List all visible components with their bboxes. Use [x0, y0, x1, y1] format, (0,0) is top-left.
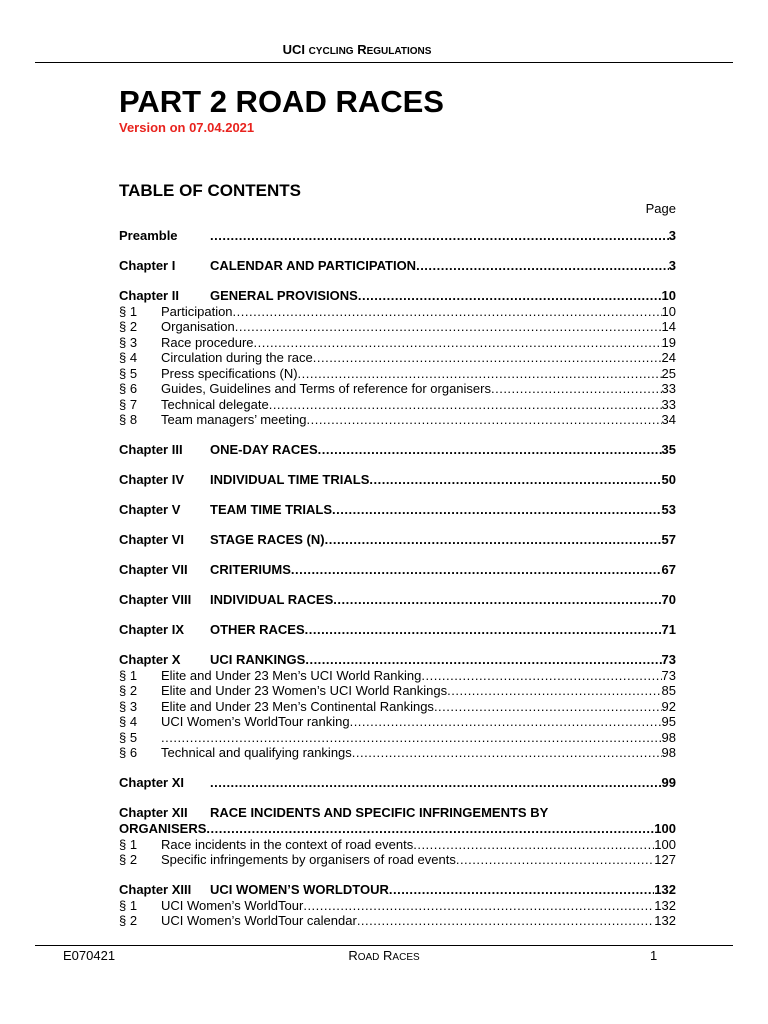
toc-chapter-row[interactable] — [119, 442, 676, 458]
footer-sc-2: ACES — [392, 952, 420, 963]
toc-entry-page: 57 — [661, 532, 676, 547]
toc-entry-page: 19 — [661, 334, 676, 350]
toc-entry-number: Chapter IX — [119, 622, 185, 637]
toc-dot-leader — [233, 304, 662, 320]
toc-section-row[interactable] — [119, 913, 676, 929]
toc-dot-leader — [206, 821, 654, 837]
toc-entry-title: UCI RANKINGS — [210, 652, 306, 667]
toc-entry-number: § 5 — [119, 729, 138, 745]
toc-chapter-row[interactable] — [119, 652, 676, 668]
toc-entry-number: Chapter II — [119, 288, 179, 303]
toc-entry-number: § 2 — [119, 683, 138, 698]
toc-dot-leader — [358, 288, 662, 304]
header-uci: UCI — [282, 42, 305, 57]
toc-chapter-row[interactable] — [119, 228, 676, 244]
toc-dot-leader — [421, 668, 661, 684]
toc-entry-number: § 2 — [119, 319, 138, 334]
toc-entry-page: 73 — [661, 667, 676, 683]
toc-dot-leader — [352, 745, 662, 761]
toc-entry-page: 10 — [661, 303, 676, 319]
toc-section-row[interactable] — [119, 852, 676, 868]
toc-entry-number: § 1 — [119, 836, 138, 852]
toc-entry-number: § 2 — [119, 913, 138, 928]
toc-dot-leader — [306, 412, 661, 428]
toc-entry-number: Chapter V — [119, 502, 181, 517]
toc-entry-page: 99 — [661, 775, 676, 790]
toc-entry-page: 3 — [668, 228, 676, 243]
table-of-contents — [119, 228, 676, 929]
toc-entry-page: 3 — [668, 258, 676, 273]
toc-entry-number: Chapter VII — [119, 562, 188, 577]
toc-chapter-row[interactable] — [119, 775, 676, 791]
toc-section-row[interactable] — [119, 366, 676, 382]
footer-code: E070421 — [63, 948, 116, 963]
toc-entry-page: 71 — [661, 622, 676, 637]
toc-dot-leader — [254, 335, 662, 351]
toc-entry-number: § 1 — [119, 667, 138, 683]
toc-dot-leader — [305, 652, 661, 668]
toc-section-row[interactable] — [119, 350, 676, 366]
toc-row[interactable] — [119, 805, 676, 821]
toc-entry-number: § 4 — [119, 714, 138, 729]
toc-section-row[interactable] — [119, 397, 676, 413]
footer-page-number: 1 — [650, 948, 658, 963]
toc-dot-leader — [413, 837, 654, 853]
toc-entry-title: UCI Women’s WorldTour calendar — [161, 913, 357, 928]
toc-entry-title-continued: ORGANISERS — [119, 821, 207, 836]
header-reg-initial: R — [357, 42, 367, 57]
toc-section-row[interactable] — [119, 335, 676, 351]
toc-entry-title: Guides, Guidelines and Terms of reference for organisers — [161, 381, 491, 396]
toc-dot-leader — [350, 714, 662, 730]
toc-dot-leader — [332, 502, 661, 518]
toc-entry-title: Team managers’ meeting — [161, 412, 307, 427]
toc-entry-title: OTHER RACES — [210, 622, 305, 637]
toc-dot-leader — [491, 381, 662, 397]
toc-entry-title: Race procedure — [161, 334, 254, 350]
toc-section-row[interactable] — [119, 668, 676, 684]
toc-entry-title: CALENDAR AND PARTICIPATION — [210, 258, 417, 273]
page-title: PART 2 ROAD RACES — [119, 84, 444, 119]
toc-entry-title: Elite and Under 23 Women’s UCI World Rankings — [161, 683, 448, 698]
toc-dot-leader — [357, 913, 654, 929]
toc-entry-page: 132 — [654, 913, 676, 928]
toc-entry-title: Participation — [161, 303, 233, 319]
toc-entry-number: Chapter VIII — [119, 592, 192, 607]
toc-entry-title: Race incidents in the context of road events — [161, 836, 414, 852]
header-rule — [35, 62, 733, 63]
toc-entry-number: Chapter III — [119, 442, 183, 457]
toc-entry-page: 100 — [654, 821, 676, 836]
toc-dot-leader — [434, 699, 662, 715]
toc-entry-page: 33 — [661, 396, 676, 412]
toc-entry-page: 10 — [661, 288, 676, 303]
header-cycling: CYCLING — [308, 46, 354, 57]
toc-entry-title: GENERAL PROVISIONS — [210, 288, 358, 303]
toc-entry-page: 127 — [654, 852, 676, 867]
toc-entry-page: 132 — [654, 897, 676, 913]
toc-entry-number: Chapter XIII — [119, 882, 192, 897]
toc-section-row[interactable] — [119, 745, 676, 761]
toc-dot-leader — [210, 228, 669, 244]
toc-chapter-row[interactable] — [119, 288, 676, 304]
toc-entry-page: 50 — [661, 472, 676, 487]
toc-entry-number: Chapter I — [119, 258, 176, 273]
running-header — [0, 42, 714, 57]
toc-entry-title: Specific infringements by organisers of road events — [161, 852, 456, 867]
toc-entry-number: § 1 — [119, 897, 138, 913]
toc-entry-title: Circulation during the race — [161, 350, 313, 365]
toc-entry-page: 67 — [661, 562, 676, 577]
toc-section-row[interactable] — [119, 412, 676, 428]
toc-dot-leader — [269, 397, 662, 413]
toc-entry-number: § 6 — [119, 745, 138, 760]
toc-entry-title: ONE-DAY RACES — [210, 442, 318, 457]
page-column-label: Page — [645, 201, 676, 216]
toc-dot-leader — [161, 730, 662, 746]
toc-entry-title: INDIVIDUAL TIME TRIALS — [210, 472, 370, 487]
toc-entry-title: Press specifications (N) — [161, 365, 298, 381]
toc-chapter-row[interactable] — [119, 258, 676, 274]
toc-entry-title: Elite and Under 23 Men’s UCI World Ranking — [161, 667, 422, 683]
toc-dot-leader — [416, 258, 669, 274]
toc-section-row[interactable] — [119, 714, 676, 730]
toc-entry-page: 73 — [661, 652, 676, 667]
toc-entry-number: § 6 — [119, 381, 138, 396]
footer-initial-1: R — [348, 948, 358, 963]
toc-entry-page: 14 — [661, 319, 676, 334]
toc-entry-page: 53 — [661, 502, 676, 517]
toc-chapter-row[interactable] — [119, 882, 676, 898]
toc-entry-page: 35 — [661, 442, 676, 457]
toc-entry-number: Chapter XI — [119, 775, 185, 790]
toc-row-continuation[interactable] — [119, 821, 676, 837]
toc-entry-page: 132 — [654, 882, 676, 897]
toc-dot-leader — [235, 319, 662, 335]
toc-entry-title: Technical and qualifying rankings — [161, 745, 352, 760]
toc-entry-title: Technical delegate — [161, 396, 269, 412]
toc-dot-leader — [313, 350, 662, 366]
toc-dot-leader — [456, 852, 654, 868]
toc-dot-leader — [298, 366, 662, 382]
toc-entry-title: Elite and Under 23 Men’s Continental Rankings — [161, 698, 434, 714]
toc-dot-leader — [291, 562, 662, 578]
toc-entry-number: § 3 — [119, 334, 138, 350]
toc-entry-number: Chapter VI — [119, 532, 185, 547]
version-label: Version on 07.04.2021 — [119, 120, 255, 135]
toc-section-row[interactable] — [119, 683, 676, 699]
toc-section-row[interactable] — [119, 837, 676, 853]
toc-entry-page: 85 — [661, 683, 676, 698]
toc-entry-title: Organisation — [161, 319, 235, 334]
toc-dot-leader — [318, 442, 662, 458]
toc-entry-number: Chapter IV — [119, 472, 185, 487]
toc-entry-number: § 8 — [119, 412, 138, 427]
toc-entry-title: INDIVIDUAL RACES — [210, 592, 334, 607]
toc-entry-number: § 2 — [119, 852, 138, 867]
toc-entry-title: RACE INCIDENTS AND SPECIFIC INFRINGEMENTS BY — [210, 805, 549, 820]
toc-entry-title: STAGE RACES (N) — [210, 532, 325, 547]
toc-entry-page: 34 — [661, 412, 676, 427]
footer-sc-1: OAD — [357, 952, 380, 963]
toc-entry-number: Preamble — [119, 228, 178, 243]
toc-dot-leader — [333, 592, 661, 608]
toc-dot-leader — [389, 882, 654, 898]
toc-chapter-row[interactable] — [119, 592, 676, 608]
toc-chapter-row[interactable] — [119, 502, 676, 518]
toc-entry-page: 33 — [661, 381, 676, 396]
header-reg-rest: EGULATIONS — [366, 46, 432, 57]
toc-entry-page: 100 — [654, 836, 676, 852]
toc-section-row[interactable] — [119, 898, 676, 914]
toc-chapter-row[interactable] — [119, 532, 676, 548]
toc-entry-title: UCI WOMEN’S WORLDTOUR — [210, 882, 389, 897]
toc-entry-page: 70 — [661, 592, 676, 607]
toc-section-row[interactable] — [119, 699, 676, 715]
toc-chapter-row[interactable] — [119, 622, 676, 638]
toc-entry-title: UCI Women’s WorldTour ranking — [161, 714, 350, 729]
toc-entry-page: 98 — [661, 729, 676, 745]
toc-entry-number: § 1 — [119, 303, 138, 319]
toc-section-row[interactable] — [119, 730, 676, 746]
toc-dot-leader — [305, 622, 662, 638]
toc-dot-leader — [369, 472, 661, 488]
toc-entry-page: 25 — [661, 365, 676, 381]
toc-entry-number: Chapter XII — [119, 805, 188, 820]
footer-initial-2: R — [383, 948, 393, 963]
toc-entry-title: CRITERIUMS — [210, 562, 291, 577]
toc-entry-page: 24 — [661, 350, 676, 365]
toc-heading: TABLE OF CONTENTS — [119, 181, 301, 200]
toc-dot-leader — [447, 683, 661, 699]
toc-entry-number: § 5 — [119, 365, 138, 381]
toc-entry-title: UCI Women’s WorldTour — [161, 897, 304, 913]
footer-rule — [35, 945, 733, 946]
toc-dot-leader — [210, 775, 662, 791]
toc-entry-number: § 4 — [119, 350, 138, 365]
toc-entry-page: 95 — [661, 714, 676, 729]
toc-section-row[interactable] — [119, 319, 676, 335]
toc-entry-number: Chapter X — [119, 652, 181, 667]
toc-chapter-row[interactable] — [119, 472, 676, 488]
toc-entry-title: TEAM TIME TRIALS — [210, 502, 333, 517]
toc-section-row[interactable] — [119, 304, 676, 320]
toc-dot-leader — [303, 898, 654, 914]
toc-dot-leader — [325, 532, 662, 548]
toc-entry-number: § 3 — [119, 698, 138, 714]
toc-section-row[interactable] — [119, 381, 676, 397]
toc-entry-number: § 7 — [119, 396, 138, 412]
toc-entry-page: 98 — [661, 745, 676, 760]
toc-chapter-row[interactable] — [119, 562, 676, 578]
toc-entry-page: 92 — [661, 698, 676, 714]
